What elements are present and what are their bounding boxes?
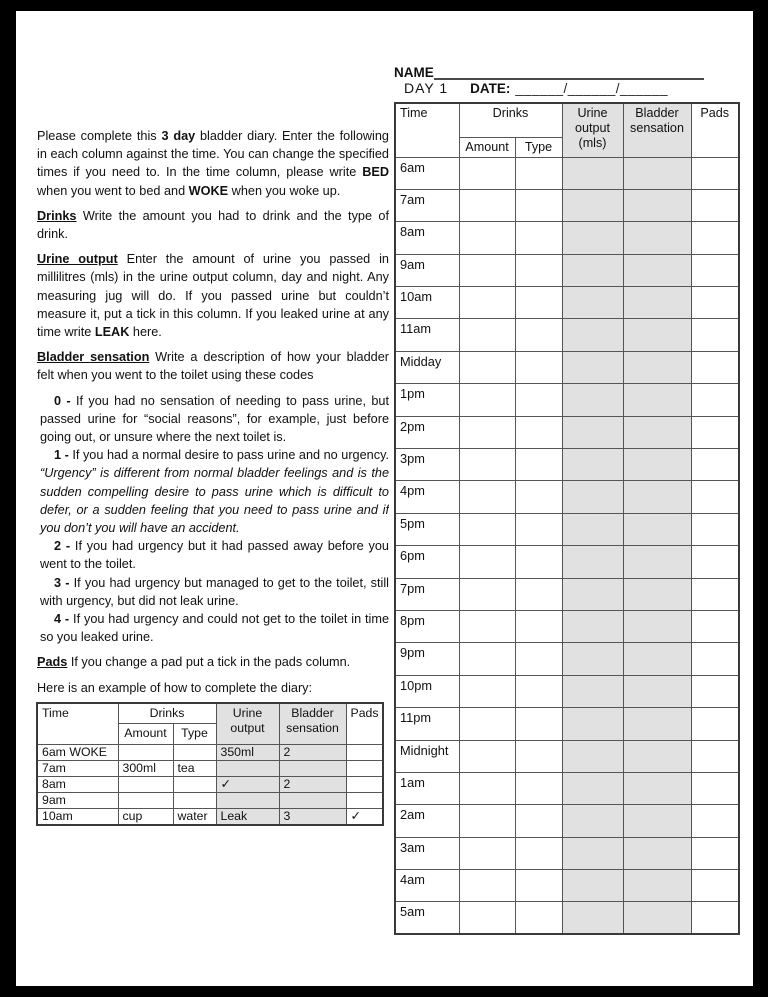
amount-cell (459, 254, 515, 286)
type-cell (515, 189, 562, 221)
urine-cell (562, 708, 623, 740)
instruction-paragraph: Bladder sensation Write a description of how your bladder felt when you went to the toilet using these codes (37, 350, 389, 383)
urine-cell (562, 254, 623, 286)
instruction-paragraph: 3 - If you had urgency but managed to get to the toilet, still with urgency, but did not leak urine. (40, 575, 389, 608)
pads-cell (346, 793, 383, 809)
type-cell (515, 675, 562, 707)
example-header-time: Time (37, 703, 118, 744)
urine-cell (562, 416, 623, 448)
urine-cell (562, 578, 623, 610)
type-cell (515, 319, 562, 351)
time-cell: 9am (395, 254, 459, 286)
time-cell: 10am (37, 809, 118, 826)
bladder-cell (623, 384, 691, 416)
diary-section (394, 63, 739, 935)
time-cell: 8pm (395, 610, 459, 642)
urine-cell (562, 287, 623, 319)
table-row (37, 776, 383, 792)
bladder-cell (623, 772, 691, 804)
table-row (395, 319, 739, 351)
amount-cell: cup (118, 809, 173, 826)
pads-cell (691, 157, 739, 189)
urine-cell (562, 189, 623, 221)
table-row (395, 546, 739, 578)
type-cell (515, 546, 562, 578)
example-header-drinks: Drinks (118, 703, 216, 723)
amount-cell: 300ml (118, 760, 173, 776)
table-row (395, 902, 739, 934)
pads-cell (691, 189, 739, 221)
type-cell (515, 222, 562, 254)
diary-header-bladder: Bladder sensation (623, 103, 691, 157)
table-row (395, 287, 739, 319)
table-row (37, 793, 383, 809)
bladder-cell (623, 319, 691, 351)
time-cell: 6pm (395, 546, 459, 578)
instruction-paragraph: Please complete this 3 day bladder diary. Enter the following in each column against the time. You can change the specified times if you need to. In the time column, please write BED when you went to bed and WOKE when you woke up. (37, 129, 389, 198)
time-cell: 11pm (395, 708, 459, 740)
urine-cell (562, 157, 623, 189)
urine-cell: 350ml (216, 744, 279, 760)
pads-cell (691, 740, 739, 772)
bladder-cell (623, 610, 691, 642)
urine-cell (216, 793, 279, 809)
urine-cell (562, 902, 623, 934)
urine-cell (562, 546, 623, 578)
table-row (395, 708, 739, 740)
table-row (395, 384, 739, 416)
type-cell: tea (173, 760, 216, 776)
urine-cell (562, 837, 623, 869)
bladder-cell (623, 449, 691, 481)
pads-cell (691, 416, 739, 448)
date-blank-line: ______/______/______ (515, 81, 669, 96)
pads-cell (346, 744, 383, 760)
pads-cell (691, 287, 739, 319)
pads-cell (691, 513, 739, 545)
diary-header-drinks: Drinks (459, 103, 562, 137)
type-cell (515, 708, 562, 740)
time-cell: 10pm (395, 675, 459, 707)
day-label: DAY 1 (404, 80, 449, 96)
pads-cell (691, 254, 739, 286)
table-row (395, 772, 739, 804)
diary-header-time: Time (395, 103, 459, 157)
urine-cell (562, 351, 623, 383)
table-row (37, 744, 383, 760)
time-cell: 8am (395, 222, 459, 254)
bladder-cell (623, 805, 691, 837)
type-cell (515, 902, 562, 934)
bladder-cell (623, 578, 691, 610)
time-cell: 7am (395, 189, 459, 221)
bladder-cell (623, 189, 691, 221)
time-cell: 1pm (395, 384, 459, 416)
pads-cell (691, 481, 739, 513)
pads-cell (691, 902, 739, 934)
amount-cell (118, 793, 173, 809)
bladder-cell (623, 708, 691, 740)
table-row (395, 416, 739, 448)
type-cell (515, 870, 562, 902)
urine-cell: ✓ (216, 776, 279, 792)
table-row (395, 449, 739, 481)
table-row (395, 675, 739, 707)
amount-cell (459, 287, 515, 319)
time-cell: 3am (395, 837, 459, 869)
pads-cell (691, 805, 739, 837)
time-cell: 1am (395, 772, 459, 804)
table-row (395, 643, 739, 675)
pads-cell (691, 870, 739, 902)
time-cell: 5am (395, 902, 459, 934)
instruction-paragraph: Here is an example of how to complete the diary: (37, 680, 313, 695)
diary-header-pads: Pads (691, 103, 739, 157)
pads-cell (691, 675, 739, 707)
instruction-paragraph: Drinks Write the amount you had to drink and the type of drink. (37, 208, 389, 242)
amount-cell (459, 643, 515, 675)
time-cell: Midday (395, 351, 459, 383)
type-cell (515, 287, 562, 319)
urine-cell (562, 513, 623, 545)
amount-cell (459, 449, 515, 481)
amount-cell (459, 675, 515, 707)
diary-header-amount: Amount (459, 137, 515, 157)
pads-cell (691, 546, 739, 578)
type-cell (515, 513, 562, 545)
example-header-urine: Urine output (216, 703, 279, 744)
pads-cell: ✓ (346, 809, 383, 826)
urine-cell (562, 384, 623, 416)
instruction-paragraph: 4 - If you had urgency and could not get to the toilet in time so you leaked urine. (40, 612, 389, 645)
urine-cell: Leak (216, 809, 279, 826)
urine-cell (562, 610, 623, 642)
time-cell: 3pm (395, 449, 459, 481)
amount-cell (459, 546, 515, 578)
amount-cell (459, 837, 515, 869)
pads-cell (691, 319, 739, 351)
instruction-paragraph: 2 - If you had urgency but it had passed away before you went to the toilet. (40, 539, 389, 572)
pads-cell (346, 776, 383, 792)
pads-cell (691, 449, 739, 481)
time-cell: 5pm (395, 513, 459, 545)
pads-cell (691, 351, 739, 383)
document-page (16, 11, 753, 986)
time-cell: 4am (395, 870, 459, 902)
diary-table-body (395, 157, 739, 934)
time-cell: 9am (37, 793, 118, 809)
amount-cell (459, 610, 515, 642)
diary-table (394, 102, 740, 935)
pads-cell (691, 384, 739, 416)
type-cell (515, 254, 562, 286)
bladder-cell (623, 902, 691, 934)
time-cell: 11am (395, 319, 459, 351)
amount-cell (459, 513, 515, 545)
amount-cell (459, 189, 515, 221)
amount-cell (459, 578, 515, 610)
bladder-cell: 3 (279, 809, 346, 826)
urine-cell (562, 481, 623, 513)
type-cell (515, 351, 562, 383)
pads-cell (691, 772, 739, 804)
time-cell: 10am (395, 287, 459, 319)
time-cell: 6am (395, 157, 459, 189)
amount-cell (459, 772, 515, 804)
diary-header-type: Type (515, 137, 562, 157)
urine-cell (562, 805, 623, 837)
type-cell (515, 449, 562, 481)
table-row (395, 222, 739, 254)
bladder-cell (279, 793, 346, 809)
example-header-bladder: Bladder sensation (279, 703, 346, 744)
type-cell (515, 157, 562, 189)
amount-cell (459, 740, 515, 772)
bladder-cell (623, 740, 691, 772)
instruction-paragraph: Urine output Enter the amount of urine you passed in millilitres (mls) in the urine output column, day and night. Any measuring jug will do. If you passed urine but couldn’t measure it, put a tick in this column. If you leaked urine at any time write LEAK here. (37, 252, 389, 340)
urine-cell (562, 870, 623, 902)
amount-cell (459, 870, 515, 902)
type-cell (173, 776, 216, 792)
bladder-cell: 2 (279, 776, 346, 792)
date-label: DATE: (470, 81, 511, 96)
type-cell (515, 805, 562, 837)
amount-cell (118, 744, 173, 760)
name-row (394, 63, 739, 80)
bladder-cell (623, 254, 691, 286)
instruction-paragraph: 1 - If you had a normal desire to pass urine and no urgency. “Urgency” is different from normal bladder feelings and is the sudden compelling desire to pass urine which is difficult to defer, or a sudden feeling that you need to pass urine and if you don’t you will have an accident. (40, 448, 389, 536)
time-cell: 7pm (395, 578, 459, 610)
amount-cell (459, 222, 515, 254)
instruction-paragraph: Pads If you change a pad put a tick in the pads column. (37, 655, 351, 670)
pads-cell (691, 708, 739, 740)
table-row (395, 578, 739, 610)
example-header-type: Type (173, 723, 216, 744)
type-cell: water (173, 809, 216, 826)
type-cell (515, 578, 562, 610)
bladder-cell (623, 351, 691, 383)
bladder-cell (623, 287, 691, 319)
amount-cell (459, 157, 515, 189)
diary-header-urine: Urine output (mls) (562, 103, 623, 157)
table-row (395, 837, 739, 869)
amount-cell (459, 902, 515, 934)
pads-cell (346, 760, 383, 776)
table-row (395, 481, 739, 513)
name-blank-line (434, 64, 704, 80)
amount-cell (459, 384, 515, 416)
name-label: NAME (394, 65, 434, 80)
bladder-cell (623, 416, 691, 448)
pads-cell (691, 837, 739, 869)
table-row (395, 351, 739, 383)
type-cell (515, 837, 562, 869)
time-cell: Midnight (395, 740, 459, 772)
type-cell (515, 772, 562, 804)
urine-cell (562, 222, 623, 254)
time-cell: 2pm (395, 416, 459, 448)
day-date-row (404, 80, 739, 101)
amount-cell (459, 319, 515, 351)
table-row (37, 809, 383, 826)
time-cell: 8am (37, 776, 118, 792)
bladder-cell (623, 222, 691, 254)
table-row (37, 760, 383, 776)
table-row (395, 740, 739, 772)
time-cell: 4pm (395, 481, 459, 513)
pads-cell (691, 578, 739, 610)
pads-cell (691, 222, 739, 254)
urine-cell (562, 319, 623, 351)
urine-cell (562, 449, 623, 481)
table-row (395, 610, 739, 642)
amount-cell (118, 776, 173, 792)
type-cell (515, 610, 562, 642)
bladder-cell (623, 481, 691, 513)
amount-cell (459, 351, 515, 383)
type-cell (173, 793, 216, 809)
urine-cell (562, 675, 623, 707)
amount-cell (459, 805, 515, 837)
urine-cell (562, 740, 623, 772)
bladder-cell (279, 760, 346, 776)
urine-cell (216, 760, 279, 776)
urine-cell (562, 643, 623, 675)
example-table-body (37, 744, 383, 825)
instructions (37, 127, 389, 699)
time-cell: 9pm (395, 643, 459, 675)
example-table-section (36, 702, 384, 826)
type-cell (515, 740, 562, 772)
type-cell (515, 481, 562, 513)
urine-cell (562, 772, 623, 804)
example-header-amount: Amount (118, 723, 173, 744)
bladder-cell (623, 675, 691, 707)
amount-cell (459, 481, 515, 513)
bladder-cell (623, 546, 691, 578)
table-row (395, 189, 739, 221)
type-cell (515, 384, 562, 416)
bladder-cell: 2 (279, 744, 346, 760)
table-row (395, 870, 739, 902)
pads-cell (691, 643, 739, 675)
amount-cell (459, 708, 515, 740)
example-table (36, 702, 384, 826)
bladder-cell (623, 837, 691, 869)
example-header-pads: Pads (346, 703, 383, 744)
type-cell (173, 744, 216, 760)
amount-cell (459, 416, 515, 448)
time-cell: 7am (37, 760, 118, 776)
bladder-cell (623, 870, 691, 902)
bladder-cell (623, 643, 691, 675)
table-row (395, 513, 739, 545)
pads-cell (691, 610, 739, 642)
table-row (395, 157, 739, 189)
time-cell: 6am WOKE (37, 744, 118, 760)
instruction-paragraph: 0 - If you had no sensation of needing to pass urine, but passed urine for “social reasons”, for example, just before going out, or unsure where the next toilet is. (40, 393, 389, 445)
type-cell (515, 416, 562, 448)
table-row (395, 805, 739, 837)
bladder-cell (623, 157, 691, 189)
table-row (395, 254, 739, 286)
bladder-cell (623, 513, 691, 545)
time-cell: 2am (395, 805, 459, 837)
type-cell (515, 643, 562, 675)
